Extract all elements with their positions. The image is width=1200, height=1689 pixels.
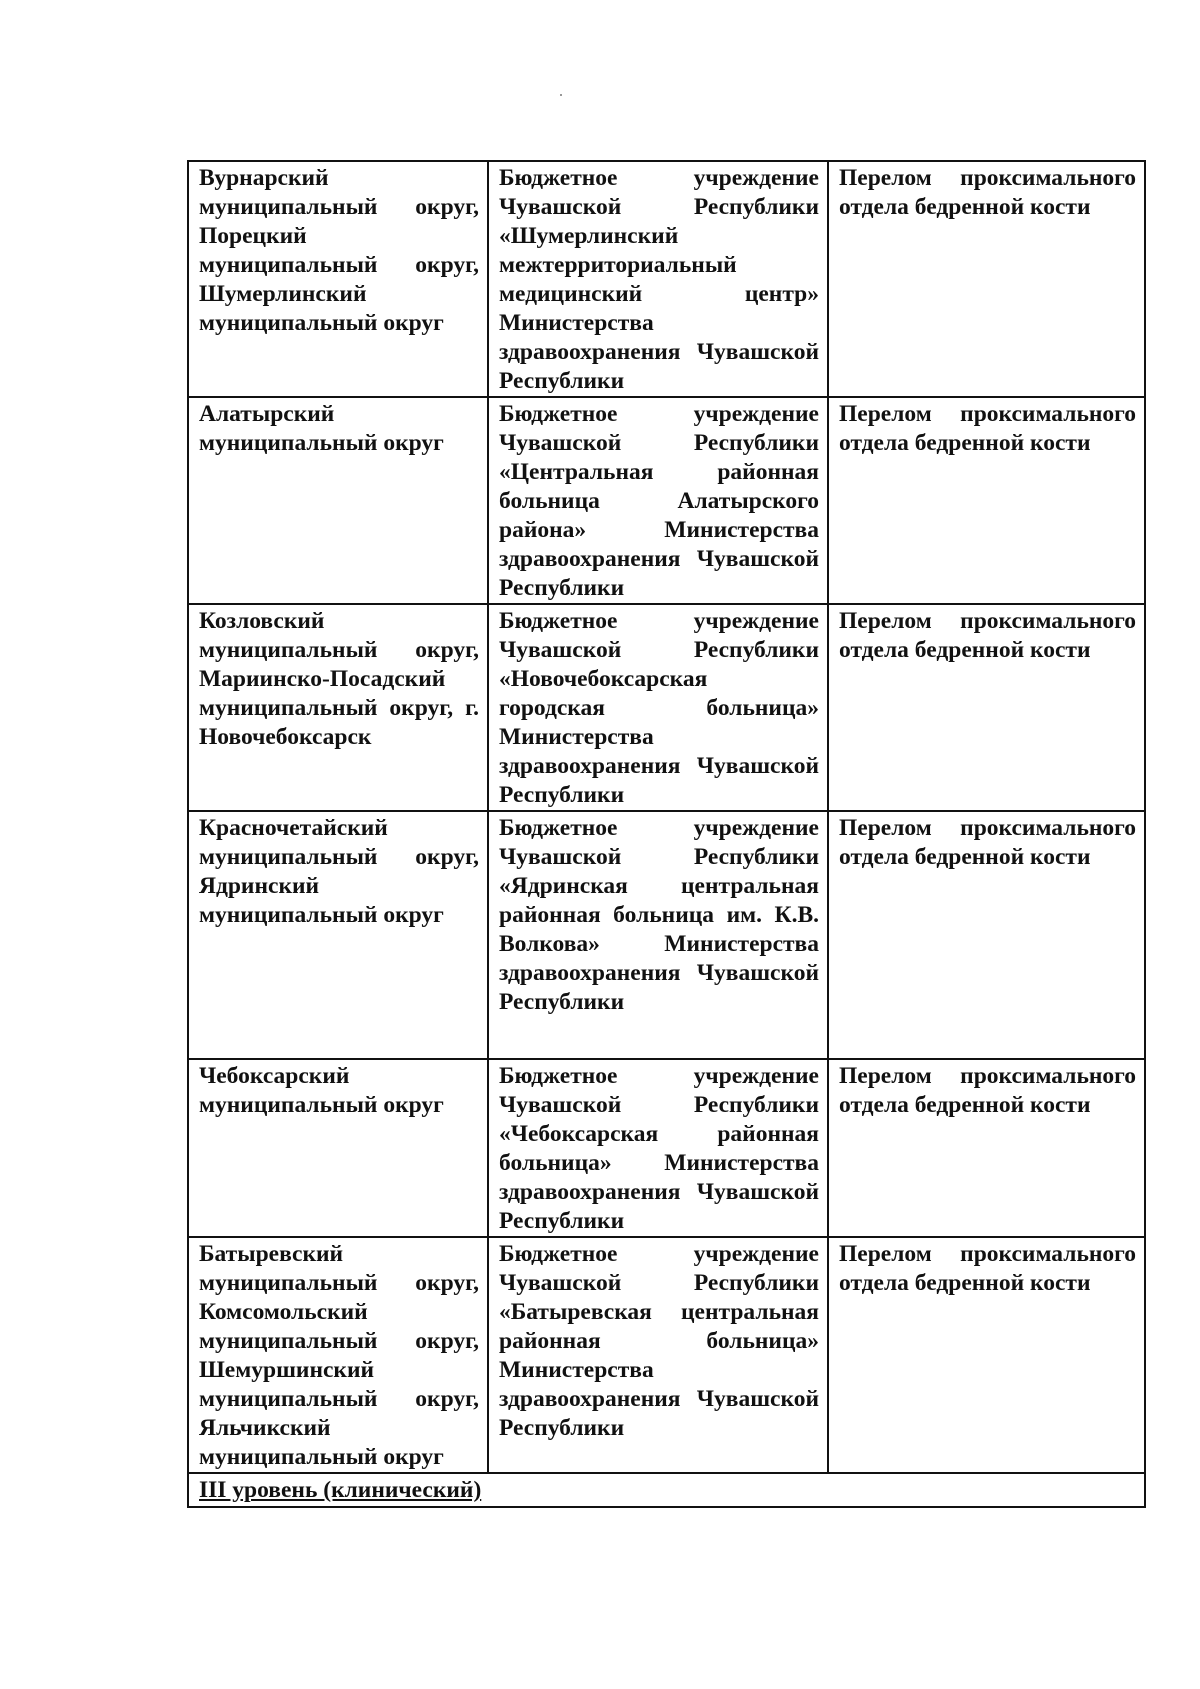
diagnosis-cell: Перелом проксимального отдела бедренной кости: [828, 397, 1145, 604]
diagnosis-cell: Перелом проксимального отдела бедренной кости: [828, 1059, 1145, 1237]
institution-cell: Бюджетное учреждение Чувашской Республики «Ядринская центральная районная больница им. К.В. Волкова» Министерства здравоохранения Чувашской Республики: [488, 811, 828, 1059]
territory-cell: Вурнарский муниципальный округ, Порецкий муниципальный округ, Шумерлинский муниципальный округ: [188, 161, 488, 397]
routing-table: [187, 160, 1146, 1508]
table-row: [188, 604, 1145, 811]
diagnosis-cell: Перелом проксимального отдела бедренной кости: [828, 604, 1145, 811]
institution-cell: Бюджетное учреждение Чувашской Республики «Центральная районная больница Алатырского района» Министерства здравоохранения Чувашской Республики: [488, 397, 828, 604]
territory-cell: Батыревский муниципальный округ, Комсомольский муниципальный округ, Шемуршинский муниципальный округ, Яльчикский муниципальный округ: [188, 1237, 488, 1473]
diagnosis-cell: Перелом проксимального отдела бедренной кости: [828, 161, 1145, 397]
territory-cell: Чебоксарский муниципальный округ: [188, 1059, 488, 1237]
table-row: [188, 397, 1145, 604]
diagnosis-cell: Перелом проксимального отдела бедренной кости: [828, 811, 1145, 1059]
territory-cell: Красночетайский муниципальный округ, Ядринский муниципальный округ: [188, 811, 488, 1059]
institution-cell: Бюджетное учреждение Чувашской Республики «Новочебоксарская городская больница» Министерства здравоохранения Чувашской Республики: [488, 604, 828, 811]
table-row: [188, 1237, 1145, 1473]
table-row: [188, 161, 1145, 397]
institution-cell: Бюджетное учреждение Чувашской Республики «Шумерлинский межтерриториальный медицинский центр» Министерства здравоохранения Чувашской Республики: [488, 161, 828, 397]
table-row: [188, 1059, 1145, 1237]
level-heading-cell: [188, 1473, 1145, 1507]
territory-cell: Козловский муниципальный округ, Мариинско-Посадский муниципальный округ, г. Новочебоксарск: [188, 604, 488, 811]
institution-cell: Бюджетное учреждение Чувашской Республики «Батыревская центральная районная больница» Министерства здравоохранения Чувашской Республики: [488, 1237, 828, 1473]
level-heading-row: [188, 1473, 1145, 1507]
table-row: [188, 811, 1145, 1059]
level-heading: III уровень (клинический): [199, 1477, 482, 1503]
scan-speck: [560, 94, 562, 96]
diagnosis-cell: Перелом проксимального отдела бедренной кости: [828, 1237, 1145, 1473]
territory-cell: Алатырский муниципальный округ: [188, 397, 488, 604]
institution-cell: Бюджетное учреждение Чувашской Республики «Чебоксарская районная больница» Министерства здравоохранения Чувашской Республики: [488, 1059, 828, 1237]
